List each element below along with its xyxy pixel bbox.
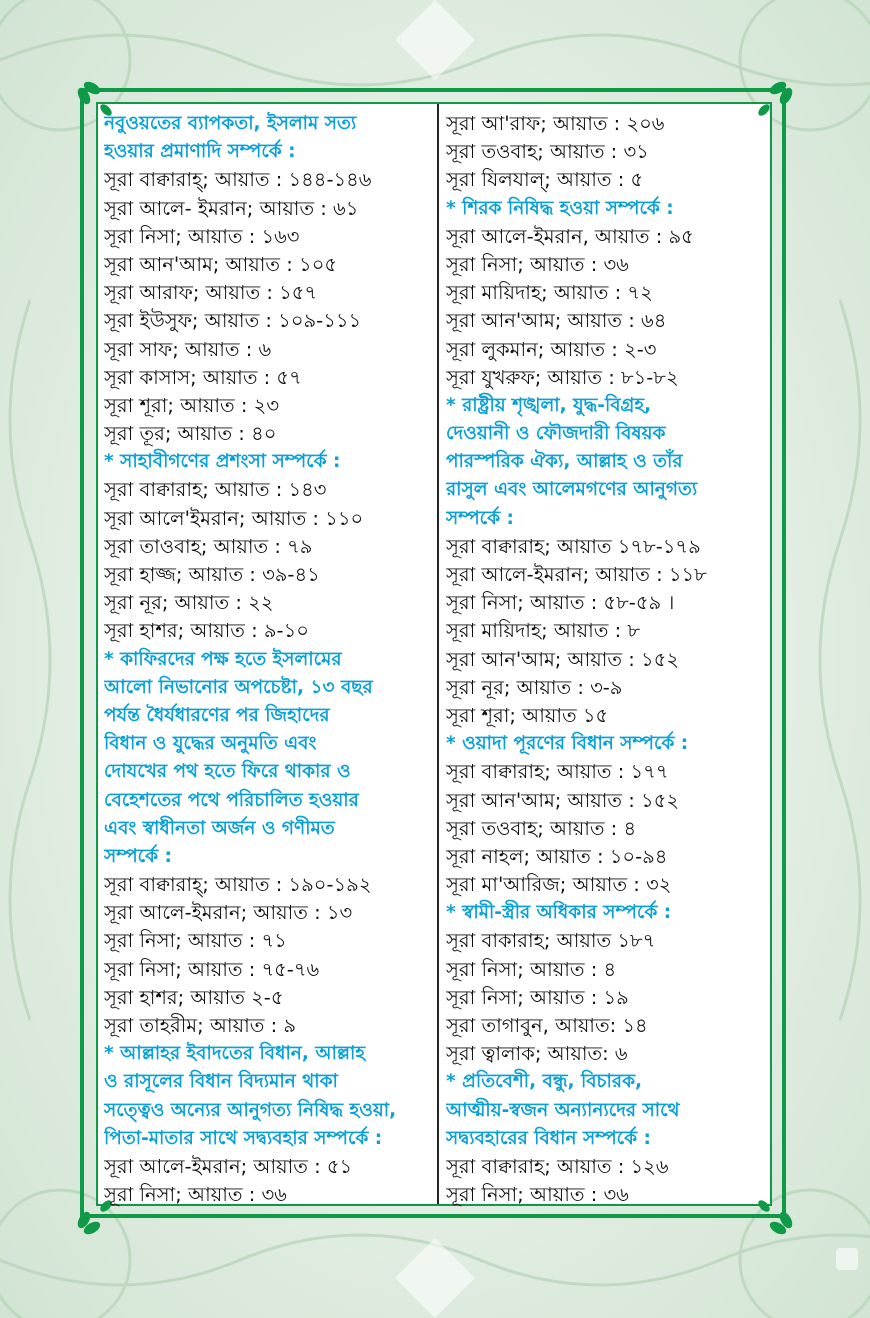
- verse-reference: সূরা শূরা; আয়াত : ২৩: [104, 393, 279, 417]
- verse-reference: সূরা যুখরুফ; আয়াত : ৮১-৮২: [446, 365, 679, 389]
- verse-reference: সূরা হাশর; আয়াত : ৯-১০: [104, 619, 309, 643]
- verse-reference: সূরা হাজ্জ; আয়াত : ৩৯-৪১: [104, 563, 320, 586]
- verse-reference: সূরা আলে-ইমরান; আয়াত : ১১৮: [446, 563, 707, 586]
- section-heading-line: সদ্ব্যবহারের বিধান সম্পর্কে :: [446, 1127, 651, 1149]
- verse-reference: সূরা শূরা; আয়াত ১৫: [446, 703, 609, 727]
- section-heading-line: সত্ত্বেও অন্যের আনুগত্য নিষিদ্ধ হওয়া,: [104, 1099, 397, 1121]
- verse-reference: সূরা বাক্বারাহ; আয়াত ১৭৮-১৭৯: [446, 534, 701, 558]
- section-heading-line: পর্যন্ত ধৈর্যধারণের পর জিহাদের: [104, 704, 330, 726]
- verse-reference: সূরা বাক্বারাহ্; আয়াত : ১৪৪-১৪৬: [104, 168, 372, 192]
- verse-reference: সূরা লুকমান; আয়াত : ২-৩: [446, 337, 657, 361]
- verse-reference: সূরা আলে-ইমরান; আয়াত : ৫১: [104, 1154, 353, 1178]
- section-heading-line: * সাহাবীগণের প্রশংসা সম্পর্কে :: [104, 451, 341, 473]
- section-heading-line: * রাষ্ট্রীয় শৃঙ্খলা, যুদ্ধ-বিগ্রহ,: [446, 394, 652, 416]
- verse-reference: সূরা বাক্বারাহ; আয়াত : ১২৬: [446, 1154, 669, 1178]
- verse-reference: সূরা আন'আম; আয়াত : ১৫২: [446, 647, 680, 671]
- verse-reference: সূরা নিসা; আয়াত : ৩৬: [104, 1183, 287, 1207]
- verse-reference: সূরা আলে'ইমরান; আয়াত : ১১০: [104, 506, 364, 530]
- verse-reference: সূরা মায়িদাহ; আয়াত : ৮: [446, 619, 641, 643]
- verse-reference: সূরা নিসা; আয়াত : ১৬৩: [104, 224, 300, 248]
- right-column: [446, 110, 766, 1209]
- verse-reference: সূরা নিসা; আয়াত : ১৯: [446, 985, 629, 1009]
- verse-reference: সূরা তওবাহ; আয়াত : ৪: [446, 816, 637, 840]
- verse-reference: সূরা মায়িদাহ; আয়াত : ৭২: [446, 281, 653, 305]
- verse-reference: সূরা নিসা; আয়াত : ৭১: [104, 929, 287, 953]
- section-heading-line: * কাফিরদের পক্ষ হতে ইসলামের: [104, 648, 342, 670]
- verse-reference: সূরা নাহল; আয়াত : ১০-৯৪: [446, 844, 668, 868]
- section-heading-line: পারস্পরিক ঐক্য, আল্লাহ ও তাঁর: [446, 451, 683, 473]
- section-heading-line: * স্বামী-স্ত্রীর অধিকার সম্পর্কে :: [446, 902, 672, 924]
- section-heading-line: নবুওয়তের ব্যাপকতা, ইসলাম সত্য: [104, 113, 357, 134]
- section-heading-line: ও রাসূলের বিধান বিদ্যমান থাকা: [104, 1071, 338, 1093]
- verse-reference: সূরা নিসা; আয়াত : ৭৫-৭৬: [104, 957, 320, 981]
- section-heading-line: সম্পর্কে :: [104, 845, 172, 867]
- verse-reference: সূরা আলে-ইমরান, আয়াত : ৯৫: [446, 224, 694, 248]
- verse-reference: সূরা ইউসুফ; আয়াত : ১০৯-১১১: [104, 309, 362, 333]
- verse-reference: সূরা হাশর; আয়াত ২-৫: [104, 985, 284, 1009]
- section-heading-line: আলো নিভানোর অপচেষ্টা, ১৩ বছর: [104, 676, 373, 698]
- section-heading-line: হওয়ার প্রমাণাদি সম্পর্কে :: [104, 141, 296, 163]
- verse-reference: সূরা তাওবাহ; আয়াত : ৭৯: [104, 534, 313, 558]
- verse-reference: সূরা আলে- ইমরান; আয়াত : ৬১: [104, 196, 359, 220]
- verse-reference: সূরা নিসা; আয়াত : ৩৬: [446, 252, 629, 276]
- verse-reference: সূরা তূর; আয়াত : ৪০: [104, 422, 277, 446]
- verse-reference: সূরা তওবাহ; আয়াত : ৩১: [446, 140, 649, 164]
- section-heading-line: * আল্লাহর ইবাদতের বিধান, আল্লাহ: [104, 1043, 366, 1065]
- section-heading-line: রাসুল এবং আলেমগণের আনুগত্য: [446, 479, 698, 501]
- section-heading-line: দোযখের পথ হতে ফিরে থাকার ও: [104, 761, 351, 783]
- verse-reference: সূরা আন'আম; আয়াত : ১৫২: [446, 788, 680, 812]
- watermark-icon: [832, 1244, 862, 1274]
- section-heading-line: পিতা-মাতার সাথে সদ্ব্যবহার সম্পর্কে :: [104, 1127, 383, 1149]
- verse-reference: সূরা মা'আরিজ; আয়াত : ৩২: [446, 873, 672, 897]
- section-heading-line: * শিরক নিষিদ্ধ হওয়া সম্পর্কে :: [446, 197, 674, 219]
- verse-reference: সূরা তাহরীম; আয়াত : ৯: [104, 1014, 297, 1037]
- verse-reference: সূরা নূর; আয়াত : ২২: [104, 591, 274, 615]
- section-heading-line: বিধান ও যুদ্ধের অনুমতি এবং: [104, 733, 317, 755]
- verse-reference: সূরা নিসা; আয়াত : ৩৬: [446, 1183, 629, 1207]
- verse-reference: সূরা নিসা; আয়াত : ৫৮-৫৯ ।: [446, 591, 675, 615]
- section-heading-line: * প্রতিবেশী, বন্ধু, বিচারক,: [446, 1071, 643, 1093]
- verse-reference: সূরা নূর; আয়াত : ৩-৯: [446, 675, 623, 699]
- verse-reference: সূরা বাক্বারাহ; আয়াত : ১৭৭: [446, 760, 669, 784]
- verse-reference: সূরা সাফ; আয়াত : ৬: [104, 337, 272, 361]
- section-heading-line: * ওয়াদা পূরণের বিধান সম্পর্কে :: [446, 733, 689, 755]
- verse-reference: সূরা তাগাবুন, আয়াত: ১৪: [446, 1014, 648, 1037]
- verse-reference: সূরা বাক্বারাহ; আয়াত : ১৪৩: [104, 478, 327, 502]
- column-divider: [437, 104, 439, 1204]
- verse-reference: সূরা আন'আম; আয়াত : ১০৫: [104, 252, 338, 276]
- verse-reference: সূরা আন'আম; আয়াত : ৬৪: [446, 309, 667, 333]
- left-column: [104, 110, 434, 1209]
- verse-reference: সূরা আ'রাফ; আয়াত : ২০৬: [446, 112, 665, 135]
- verse-reference: সূরা বাকারাহ; আয়াত ১৮৭: [446, 929, 656, 953]
- section-heading-line: বেহেশতের পথে পরিচালিত হওয়ার: [104, 789, 359, 811]
- verse-reference: সূরা আরাফ; আয়াত : ১৫৭: [104, 281, 318, 305]
- verse-reference: সূরা কাসাস; আয়াত : ৫৭: [104, 365, 302, 389]
- section-heading-line: সম্পর্কে :: [446, 507, 514, 529]
- verse-reference: সূরা ত্বালাক; আয়াত: ৬: [446, 1042, 628, 1066]
- section-heading-line: এবং স্বাধীনতা অর্জন ও গণীমত: [104, 817, 335, 839]
- verse-reference: সূরা আলে-ইমরান; আয়াত : ১৩: [104, 901, 353, 925]
- verse-reference: সূরা বাক্বারাহ্; আয়াত : ১৯০-১৯২: [104, 873, 372, 897]
- verse-reference: সূরা নিসা; আয়াত : ৪: [446, 957, 617, 981]
- section-heading-line: দেওয়ানী ও ফৌজদারী বিষয়ক: [446, 423, 666, 445]
- verse-reference: সূরা যিলযাল্; আয়াত : ৫: [446, 168, 644, 192]
- section-heading-line: আত্মীয়-স্বজন অন্যান্যদের সাথে: [446, 1099, 680, 1121]
